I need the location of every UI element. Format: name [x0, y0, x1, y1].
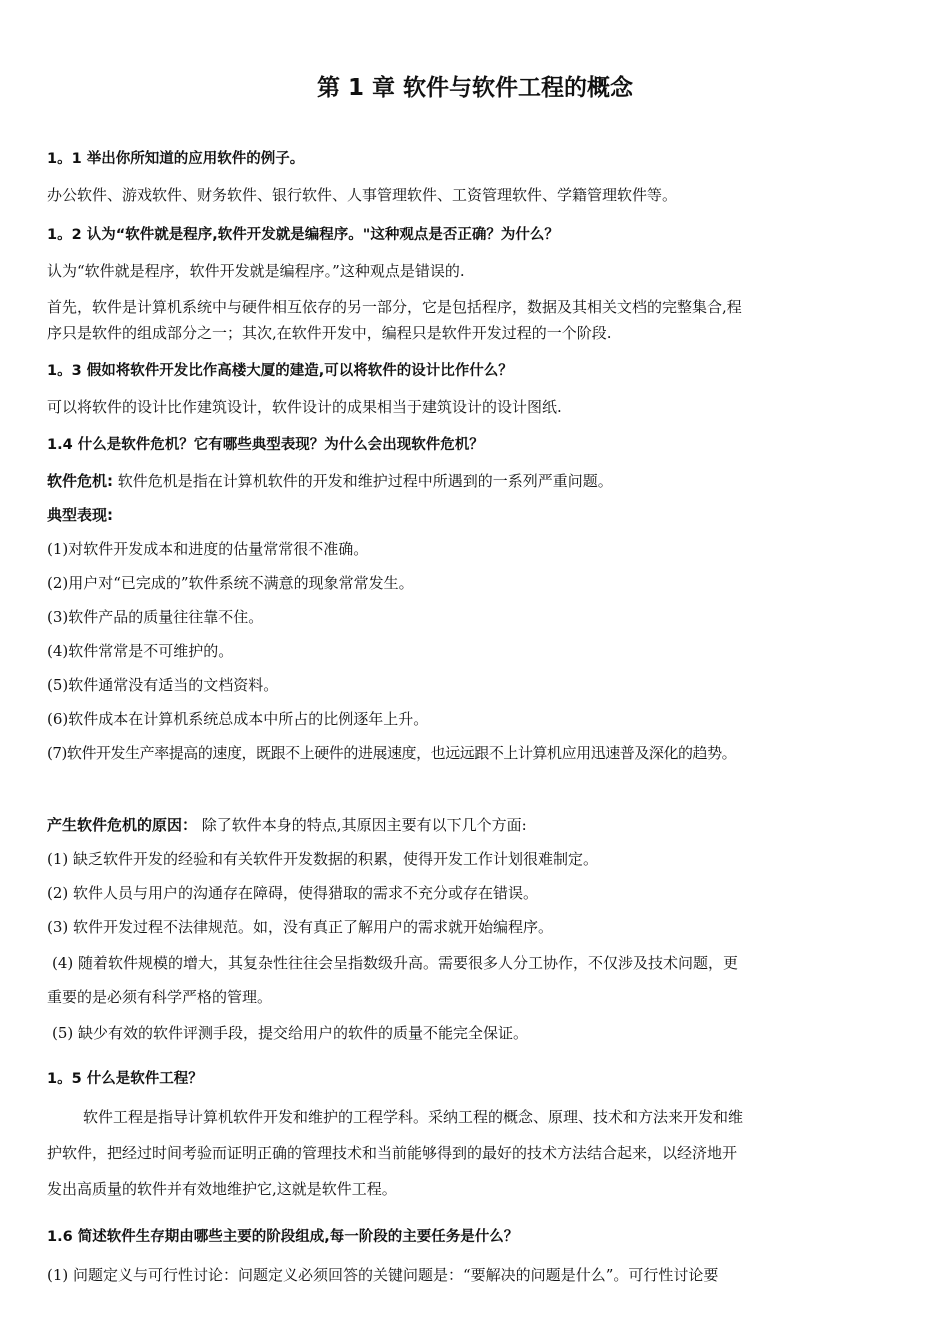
- question-1-5: 1。5 什么是软件工程？: [47, 1071, 203, 1087]
- answer-1-5-line1: 软件工程是指导计算机软件开发和维护的工程学科。采纳工程的概念、原理、技术和方法来开发和维: [83, 1108, 744, 1126]
- answer-1-6-line1: (1) 问题定义与可行性讨论：问题定义必须回答的关键问题是：“要解决的问题是什么”。可行性讨论要: [47, 1266, 719, 1284]
- crisis-definition: [47, 470, 907, 492]
- cause-4-line2: 重要的是必须有科学严格的管理。: [47, 988, 273, 1006]
- question-1-2: 1。2 认为“软件就是程序,软件开发就是编程序。"这种观点是否正确？为什么？: [47, 227, 559, 243]
- question-1-4: 1.4 什么是软件危机？它有哪些典型表现？为什么会出现软件危机？: [47, 437, 484, 453]
- crisis-text: 软件危机是指在计算机软件的开发和维护过程中所遇到的一系列严重问题。: [117, 472, 613, 490]
- question-1-1: 1。1 举出你所知道的应用软件的例子。: [47, 151, 305, 167]
- causes-intro-line: [47, 814, 907, 836]
- symptom-item: (7)软件开发生产率提高的速度，既跟不上硬件的进展速度，也远远跟不上计算机应用迅速普及深化的趋势。: [47, 744, 737, 762]
- cause-5: (5) 缺少有效的软件评测手段，提交给用户的软件的质量不能完全保证。: [52, 1024, 529, 1042]
- causes-intro: 除了软件本身的特点,其原因主要有以下几个方面:: [201, 816, 527, 834]
- answer-1-3: 可以将软件的设计比作建筑设计，软件设计的成果相当于建筑设计的设计图纸.: [47, 398, 562, 416]
- answer-1-2-line1: 首先，软件是计算机系统中与硬件相互依存的另一部分，它是包括程序，数据及其相关文档的完整集合,程: [47, 298, 742, 316]
- answer-1-2-line2: 序只是软件的组成部分之一；其次,在软件开发中，编程只是软件开发过程的一个阶段.: [47, 324, 612, 342]
- symptoms-label: 典型表现:: [47, 506, 113, 524]
- crisis-label: 软件危机:: [47, 472, 113, 490]
- answer-1-5-line3: 发出高质量的软件并有效地维护它,这就是软件工程。: [47, 1180, 397, 1198]
- question-1-3: 1。3 假如将软件开发比作高楼大厦的建造,可以将软件的设计比作什么？: [47, 363, 513, 379]
- causes-label: 产生软件危机的原因：: [47, 816, 198, 834]
- symptom-item: (5)软件通常没有适当的文档资料。: [47, 676, 279, 694]
- chapter-title: 第 1 章 软件与软件工程的概念: [316, 75, 634, 101]
- symptom-item: (3)软件产品的质量往往靠不住。: [47, 608, 264, 626]
- cause-3: (3) 软件开发过程不法律规范。如，没有真正了解用户的需求就开始编程序。: [47, 918, 554, 936]
- cause-4-line1: (4) 随着软件规模的增大，其复杂性往往会呈指数级升高。需要很多人分工协作，不仅涉及技术问题，更: [52, 954, 739, 972]
- symptom-item: (4)软件常常是不可维护的。: [47, 642, 234, 660]
- cause-1: (1) 缺乏软件开发的经验和有关软件开发数据的积累，使得开发工作计划很难制定。: [47, 850, 599, 868]
- symptom-item: (2)用户对“已完成的”软件系统不满意的现象常常发生。: [47, 574, 414, 592]
- answer-1-1: 办公软件、游戏软件、财务软件、银行软件、人事管理软件、工资管理软件、学籍管理软件等。: [47, 186, 678, 204]
- symptom-item: (1)对软件开发成本和进度的估量常常很不准确。: [47, 540, 369, 558]
- question-1-6: 1.6 简述软件生存期由哪些主要的阶段组成,每一阶段的主要任务是什么？: [47, 1229, 519, 1245]
- answer-1-2-statement: 认为“软件就是程序，软件开发就是编程序。”这种观点是错误的.: [47, 262, 465, 280]
- symptom-item: (6)软件成本在计算机系统总成本中所占的比例逐年上升。: [47, 710, 429, 728]
- answer-1-5-line2: 护软件，把经过时间考验而证明正确的管理技术和当前能够得到的最好的技术方法结合起来，以经济地开: [47, 1144, 738, 1162]
- cause-2: (2) 软件人员与用户的沟通存在障碍，使得猎取的需求不充分或存在错误。: [47, 884, 539, 902]
